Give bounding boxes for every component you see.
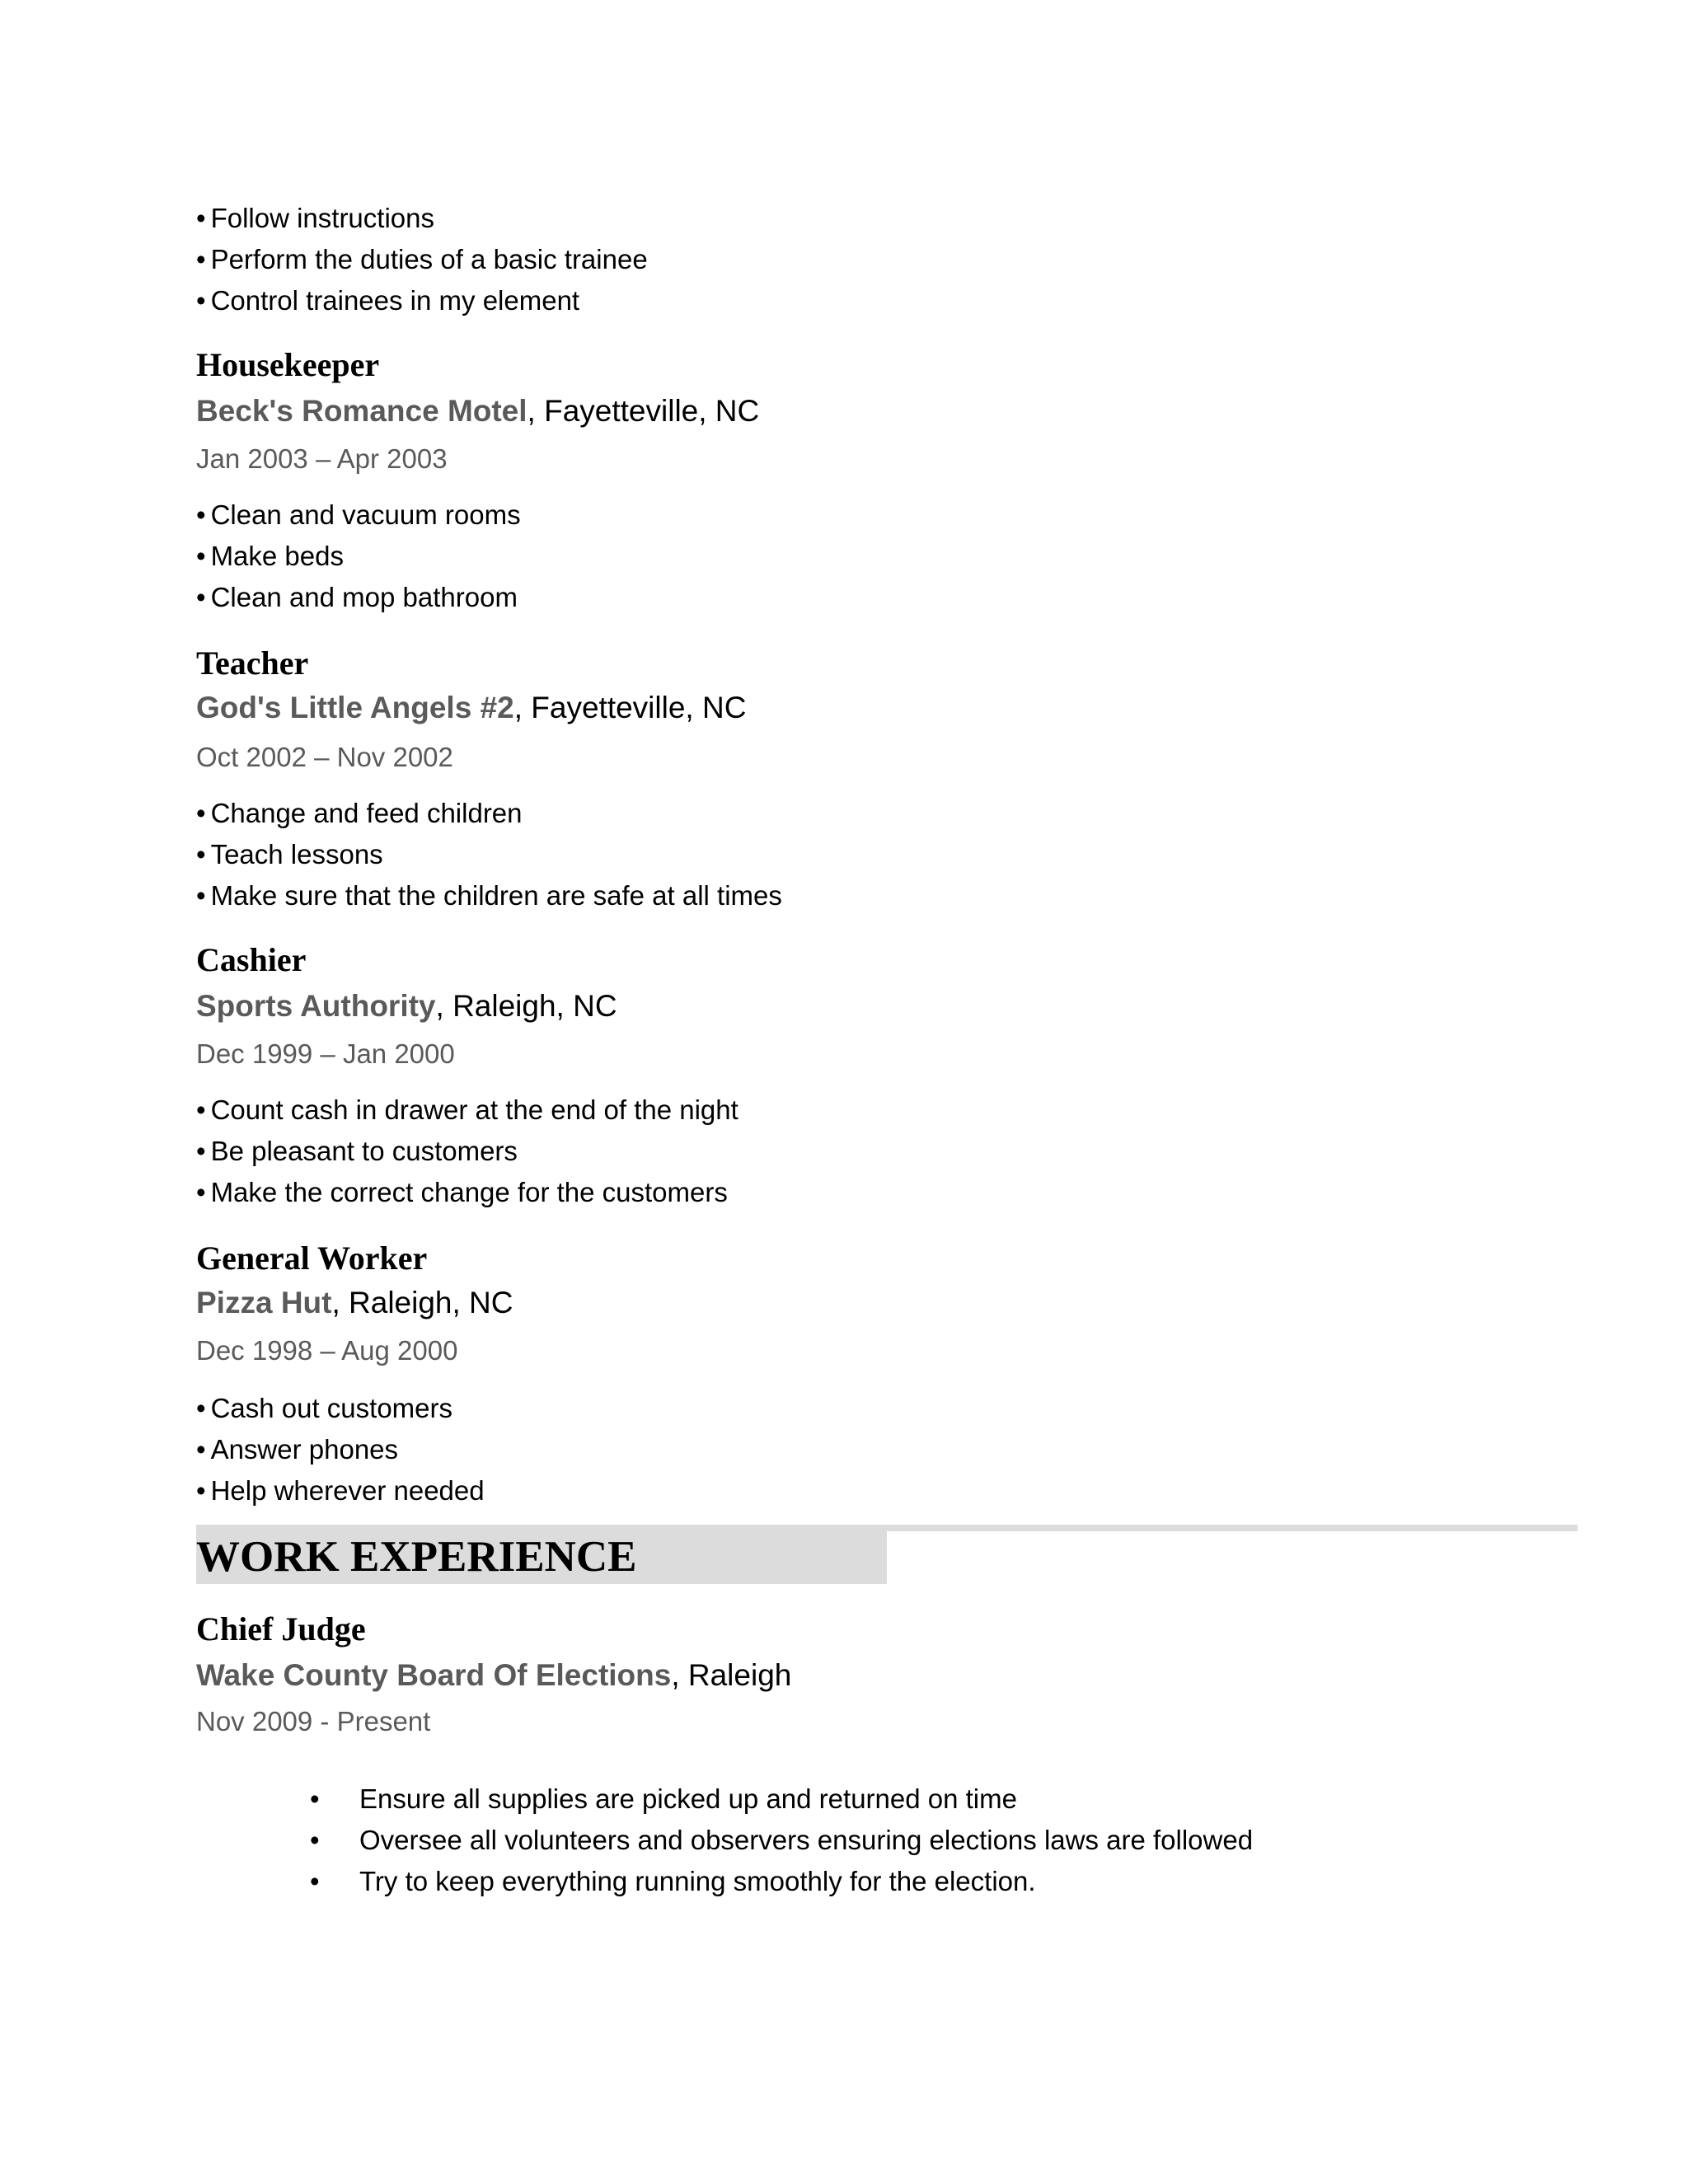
bullet-icon: • xyxy=(196,244,206,274)
bullet-icon: • xyxy=(196,1177,206,1207)
company-location: , Raleigh, NC xyxy=(331,1286,513,1319)
bullet-icon: • xyxy=(196,541,206,571)
list-item: • Make beds xyxy=(196,541,344,571)
job-title-cashier: Cashier xyxy=(196,941,307,978)
company-line xyxy=(196,687,746,729)
company-name: Wake County Board Of Elections xyxy=(196,1658,672,1692)
bullet-icon: • xyxy=(196,798,206,828)
company-name: Pizza Hut xyxy=(196,1286,332,1319)
job-dates: Oct 2002 – Nov 2002 xyxy=(196,742,453,772)
job-dates: Jan 2003 – Apr 2003 xyxy=(196,443,448,474)
list-item: • Help wherever needed xyxy=(196,1475,485,1506)
list-item: • Be pleasant to customers xyxy=(196,1136,518,1166)
company-location: , Fayetteville, NC xyxy=(513,691,747,724)
company-name: Beck's Romance Motel xyxy=(196,394,528,428)
job-title-general-worker: General Worker xyxy=(196,1240,428,1277)
bullet-icon: • xyxy=(196,285,206,316)
job-dates: Dec 1998 – Aug 2000 xyxy=(196,1335,458,1366)
company-line xyxy=(196,1655,791,1696)
bullet-icon: • xyxy=(196,1094,206,1125)
bullet-icon: • xyxy=(196,1393,206,1423)
bullet-icon: • xyxy=(310,1783,320,1814)
job-title-housekeeper: Housekeeper xyxy=(196,346,380,383)
job-bullet-list xyxy=(196,494,521,618)
bullet-icon: • xyxy=(196,499,206,530)
bullet-icon: • xyxy=(310,1825,320,1855)
list-item: • Follow instructions xyxy=(196,203,434,233)
section-heading-work-experience: WORK EXPERIENCE xyxy=(196,1533,637,1581)
list-item: • Clean and mop bathroom xyxy=(196,582,518,612)
company-name: God's Little Angels #2 xyxy=(196,691,514,724)
bullet-icon: • xyxy=(196,880,206,911)
company-line xyxy=(196,1282,513,1324)
list-item: • Make sure that the children are safe at all times xyxy=(196,880,782,911)
list-item: • Make the correct change for the customers xyxy=(196,1177,728,1207)
bullet-icon: • xyxy=(196,839,206,869)
bullet-icon: • xyxy=(196,1136,206,1166)
job-title-chief-judge: Chief Judge xyxy=(196,1610,366,1647)
list-item: • Perform the duties of a basic trainee xyxy=(196,244,648,274)
list-item: • Change and feed children xyxy=(196,798,523,828)
list-item: • Try to keep everything running smoothly for the election. xyxy=(310,1861,1253,1902)
bullet-icon: • xyxy=(196,203,206,233)
company-name: Sports Authority xyxy=(196,989,436,1023)
job-title-teacher: Teacher xyxy=(196,644,309,682)
bullet-icon: • xyxy=(196,582,206,612)
job-dates: Dec 1999 – Jan 2000 xyxy=(196,1038,455,1069)
company-line xyxy=(196,391,759,432)
list-item: • Answer phones xyxy=(196,1434,399,1465)
chief-judge-bullet-list xyxy=(310,1779,1253,1902)
list-item: • Control trainees in my element xyxy=(196,285,580,316)
list-item: • Count cash in drawer at the end of the night xyxy=(196,1094,738,1125)
company-location: , Fayetteville, NC xyxy=(527,394,760,428)
company-location: , Raleigh, NC xyxy=(435,989,617,1023)
bullet-icon: • xyxy=(196,1475,206,1506)
job-dates: Nov 2009 - Present xyxy=(196,1706,431,1736)
job-bullet-list xyxy=(196,1388,485,1511)
list-item: • Ensure all supplies are picked up and returned on time xyxy=(310,1779,1253,1820)
job-bullet-list xyxy=(196,1090,738,1213)
list-item: • Teach lessons xyxy=(196,839,383,869)
list-item: • Clean and vacuum rooms xyxy=(196,499,521,530)
job-bullet-list xyxy=(196,793,782,916)
list-item: • Oversee all volunteers and observers ensuring elections laws are followed xyxy=(310,1820,1253,1861)
bullet-icon: • xyxy=(310,1866,320,1896)
company-location: , Raleigh xyxy=(671,1658,792,1692)
bullet-icon: • xyxy=(196,1434,206,1465)
company-line xyxy=(196,986,617,1027)
list-item: • Cash out customers xyxy=(196,1393,453,1423)
top-bullet-list xyxy=(196,198,648,321)
